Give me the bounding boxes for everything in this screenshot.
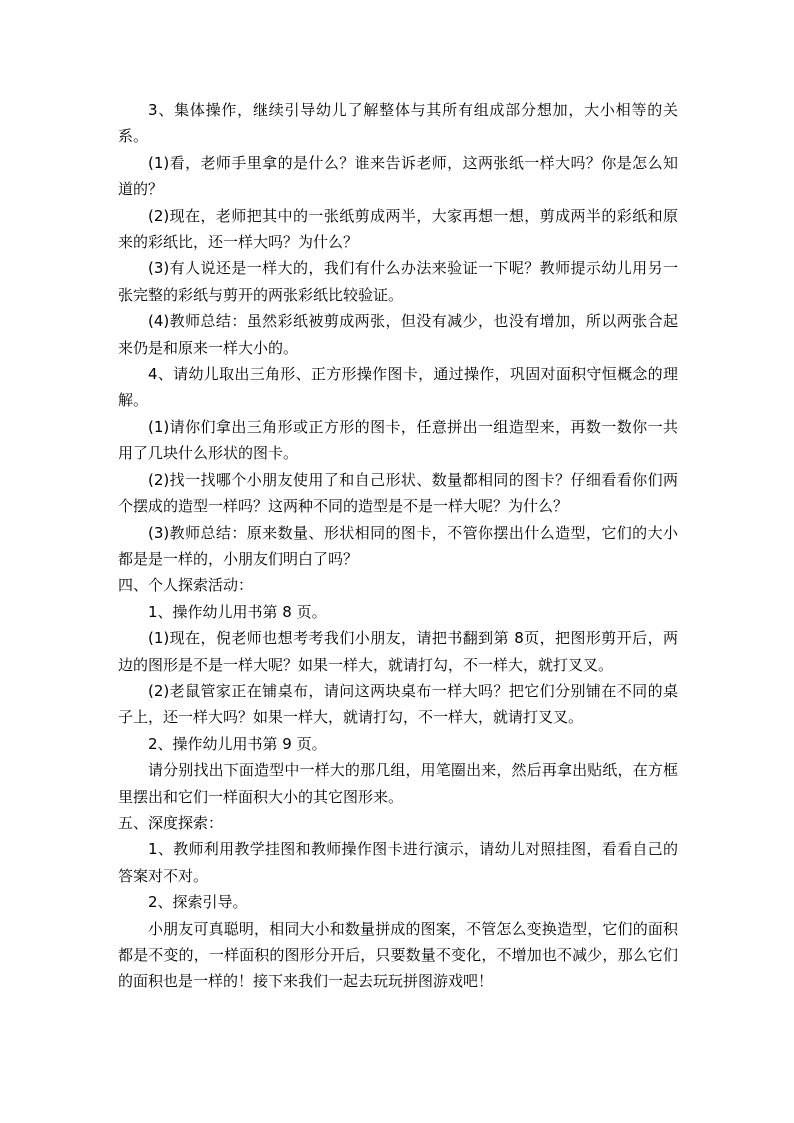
heading-part-four: 四、个人探索活动： [118, 576, 254, 595]
paragraph-3-3: (3)有人说还是一样大的，我们有什么办法来验证一下呢？教师提示幼儿用另一张完整的彩纸与剪开的两张彩纸比较验证。 [118, 259, 678, 304]
paragraph-page8-1: (1)现在，倪老师也想考考我们小朋友，请把书翻到第 8页，把图形剪开后，两边的图形是不是一样大呢？如果一样大，就请打勾，不一样大，就打叉叉。 [118, 629, 678, 674]
paragraph-page9-instructions: 请分别找出下面造型中一样大的那几组，用笔圈出来，然后再拿出贴纸，在方框里摆出和它们一样面积大小的其它图形来。 [118, 761, 678, 806]
paragraph-conclusion: 小朋友可真聪明，相同大小和数量拼成的图案，不管怎么变换造型，它们的面积都是不变的，一样面积的图形分开后，只要数量不变化，不增加也不减少，那么它们的面积也是一样的！接下来我们一起去玩玩拼图游戏吧！ [118, 919, 678, 991]
paragraph-section-4-heading: 4、请幼儿取出三角形、正方形操作图卡，通过操作，巩固对面积守恒概念的理解。 [118, 365, 678, 410]
paragraph-section-3-heading: 3、集体操作，继续引导幼儿了解整体与其所有组成部分想加，大小相等的关系。 [118, 101, 678, 146]
paragraph-3-2: (2)现在，老师把其中的一张纸剪成两半，大家再想一想，剪成两半的彩纸和原来的彩纸比，还一样大吗？为什么？ [118, 206, 678, 252]
document-body [118, 97, 678, 995]
paragraph-5-1: 1、教师利用教学挂图和教师操作图卡进行演示，请幼儿对照挂图，看看自己的答案对不对。 [118, 840, 678, 885]
paragraph-5-2: 2、探索引导。 [148, 893, 248, 912]
paragraph-4-2: (2)找一找哪个小朋友使用了和自己形状、数量都相同的图卡？仔细看看你们两个摆成的造型一样吗？这两种不同的造型是不是一样大呢？为什么？ [118, 470, 678, 516]
paragraph-3-1: (1)看，老师手里拿的是什么？谁来告诉老师，这两张纸一样大吗？你是怎么知道的？ [118, 153, 678, 199]
paragraph-4-3: (3)教师总结：原来数量、形状相同的图卡，不管你摆出什么造型，它们的大小都是是一样的，小朋友们明白了吗？ [118, 523, 678, 568]
paragraph-3-4: (4)教师总结：虽然彩纸被剪成两张，但没有减少，也没有增加，所以两张合起来仍是和原来一样大小的。 [118, 312, 678, 357]
paragraph-4-1: (1)请你们拿出三角形或正方形的图卡，任意拼出一组造型来，再数一数你一共用了几块什么形状的图卡。 [118, 417, 678, 463]
heading-part-five: 五、深度探索： [118, 813, 224, 832]
paragraph-book-page-8: 1、操作幼儿用书第 8 页。 [148, 602, 327, 621]
paragraph-book-page-9: 2、操作幼儿用书第 9 页。 [148, 734, 327, 753]
paragraph-page8-2: (2)老鼠管家正在铺桌布，请问这两块桌布一样大吗？把它们分别铺在不同的桌子上，还一样大吗？如果一样大，就请打勾，不一样大，就请打叉叉。 [118, 681, 678, 727]
